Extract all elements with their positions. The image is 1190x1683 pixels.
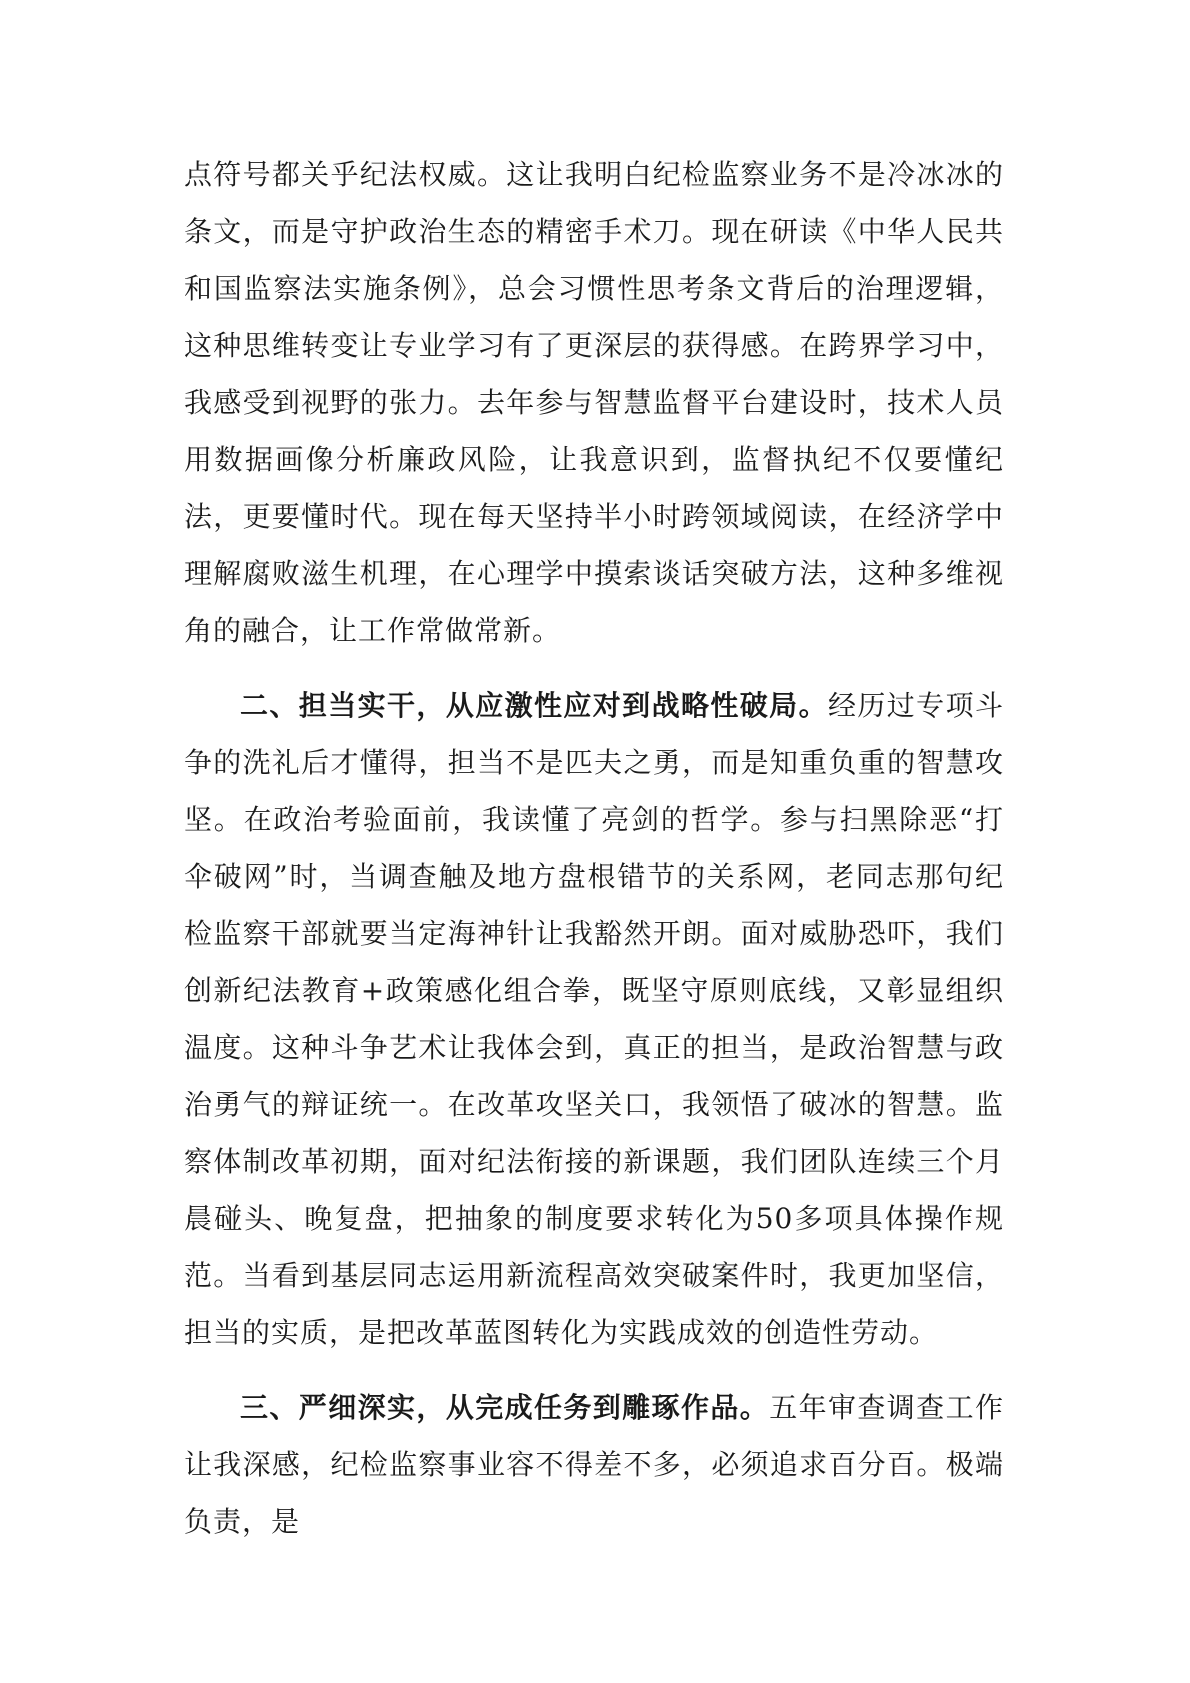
document-body — [184, 146, 1004, 1550]
paragraph-text: 五年审查调查工作让我深感，纪检监察事业容不得差不多，必须追求百分百。极端负责，是 — [184, 1391, 1004, 1538]
paragraph-section-two — [184, 677, 1004, 1361]
section-heading: 二、担当实干，从应激性应对到战略性破局。 — [240, 689, 828, 722]
paragraph-section-three — [184, 1379, 1004, 1550]
paragraph-continuation — [184, 146, 1004, 659]
paragraph-text: 经历过专项斗争的洗礼后才懂得，担当不是匹夫之勇，而是知重负重的智慧攻坚。在政治考验面前，我读懂了亮剑的哲学。参与扫黑除恶“打伞破网”时，当调查触及地方盘根错节的关系网，老同志那句纪检监察干部就要当定海神针让我豁然开朗。面对威胁恐吓，我们创新纪法教育+政策感化组合拳，既坚守原则底线，又彰显组织温度。这种斗争艺术让我体会到，真正的担当，是政治智慧与政治勇气的辩证统一。在改革攻坚关口，我领悟了破冰的智慧。监察体制改革初期，面对纪法衔接的新课题，我们团队连续三个月晨碰头、晚复盘，把抽象的制度要求转化为50多项具体操作规范。当看到基层同志运用新流程高效突破案件时，我更加坚信，担当的实质，是把改革蓝图转化为实践成效的创造性劳动。 — [184, 689, 1004, 1349]
section-heading: 三、严细深实，从完成任务到雕琢作品。 — [240, 1391, 770, 1424]
paragraph-text: 点符号都关乎纪法权威。这让我明白纪检监察业务不是冷冰冰的条文，而是守护政治生态的精密手术刀。现在研读《中华人民共和国监察法实施条例》，总会习惯性思考条文背后的治理逻辑，这种思维转变让专业学习有了更深层的获得感。在跨界学习中，我感受到视野的张力。去年参与智慧监督平台建设时，技术人员用数据画像分析廉政风险，让我意识到，监督执纪不仅要懂纪法，更要懂时代。现在每天坚持半小时跨领域阅读，在经济学中理解腐败滋生机理，在心理学中摸索谈话突破方法，这种多维视角的融合，让工作常做常新。 — [184, 158, 1004, 647]
